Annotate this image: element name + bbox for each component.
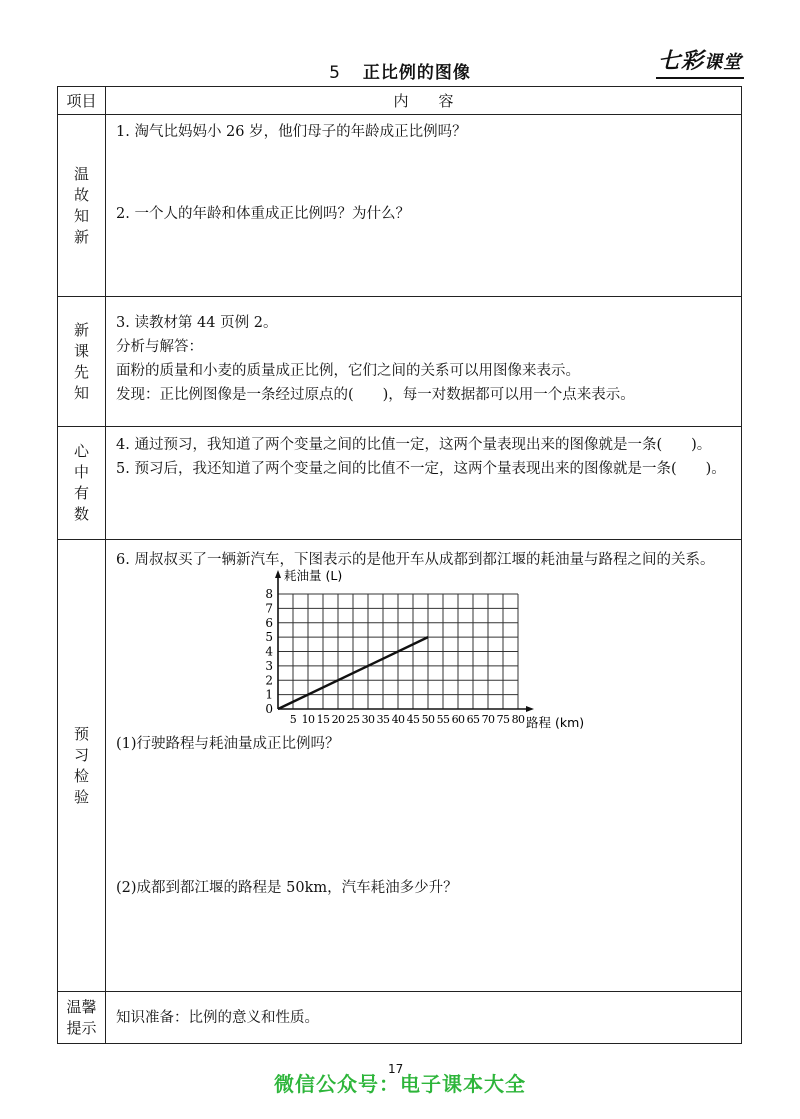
y-tick-label: 1 [265,687,273,702]
y-tick-label: 3 [265,658,273,673]
row-content-mind [106,427,742,540]
x-tick-label: 65 [466,713,480,726]
lesson-number: 5 [329,63,341,83]
x-tick-label: 30 [361,713,375,726]
page-number: 17 [388,1062,404,1076]
brand-logo: 七彩课堂 [656,44,744,79]
x-tick-label: 35 [376,713,390,726]
x-axis-label: 路程 (km) [526,715,585,730]
x-tick-label: 55 [436,713,450,726]
x-tick-label: 5 [289,713,297,726]
y-tick-label: 0 [265,702,273,716]
header-item-cell: 项目 [58,87,106,115]
x-tick-label: 45 [406,713,420,726]
y-tick-label: 6 [265,615,273,630]
row-content-review [106,115,742,297]
x-tick-label: 25 [346,713,360,726]
question-2: 2. 一个人的年龄和体重成正比例吗？为什么？ [116,206,410,222]
question-6: 6. 周叔叔买了一辆新汽车，下图表示的是他开车从成都到都江堰的耗油量与路程之间的关系。 [116,552,715,568]
question-3: 3. 读教材第 44 页例 2。 [116,315,278,331]
x-tick-label: 60 [451,713,465,726]
x-tick-label: 15 [316,713,330,726]
header-content-cell: 内 容 [106,87,742,115]
y-tick-label: 5 [265,630,273,645]
x-axis-arrow [526,706,534,712]
row-content-check [106,540,742,992]
row-label-tip: 温馨提示 [58,992,106,1044]
question-3-answer: 面粉的质量和小麦的质量成正比例，它们之间的关系可以用图像来表示。 [116,363,580,379]
y-tick-label: 4 [265,644,273,659]
x-tick-label: 40 [391,713,405,726]
y-tick-label: 7 [265,601,273,616]
tip-text: 知识准备：比例的意义和性质。 [116,1010,319,1026]
row-label-check: 预习检验 [58,540,106,992]
worksheet-table [57,86,742,1044]
question-1: 1. 淘气比妈妈小 26 岁，他们母子的年龄成正比例吗？ [116,124,467,140]
question-6-1: (1)行驶路程与耗油量成正比例吗？ [116,736,340,752]
row-label-preview: 新课先知 [58,297,106,427]
question-4: 4. 通过预习，我知道了两个变量之间的比值一定，这两个量表现出来的图像就是一条( )。 [116,437,712,453]
watermark-text: 微信公众号：电子课本大全 [274,1072,526,1096]
row-content-tip [106,992,742,1044]
x-tick-label: 80 [511,713,525,726]
question-6-2: (2)成都到都江堰的路程是 50km，汽车耗油多少升？ [116,880,458,896]
row-content-preview [106,297,742,427]
fuel-chart-svg [116,568,585,732]
y-tick-label: 2 [265,673,273,688]
x-tick-label: 10 [301,713,315,726]
y-axis-label: 耗油量 (L) [284,568,343,583]
question-3-analysis: 分析与解答： [116,339,203,355]
question-3-finding: 发现：正比例图像是一条经过原点的( )，每一对数据都可以用一个点来表示。 [116,387,635,403]
fuel-chart [116,568,731,732]
lesson-title: 正比例的图像 [362,63,471,83]
x-tick-label: 50 [421,713,435,726]
y-tick-label: 8 [265,587,273,601]
row-label-mind: 心中有数 [58,427,106,540]
question-5: 5. 预习后，我还知道了两个变量之间的比值不一定，这两个量表现出来的图像就是一条( )。 [116,461,726,477]
row-label-review: 温故知新 [58,115,106,297]
x-tick-label: 20 [331,713,345,726]
x-tick-label: 70 [481,713,495,726]
x-tick-label: 75 [496,713,510,726]
y-axis-arrow [275,570,281,578]
